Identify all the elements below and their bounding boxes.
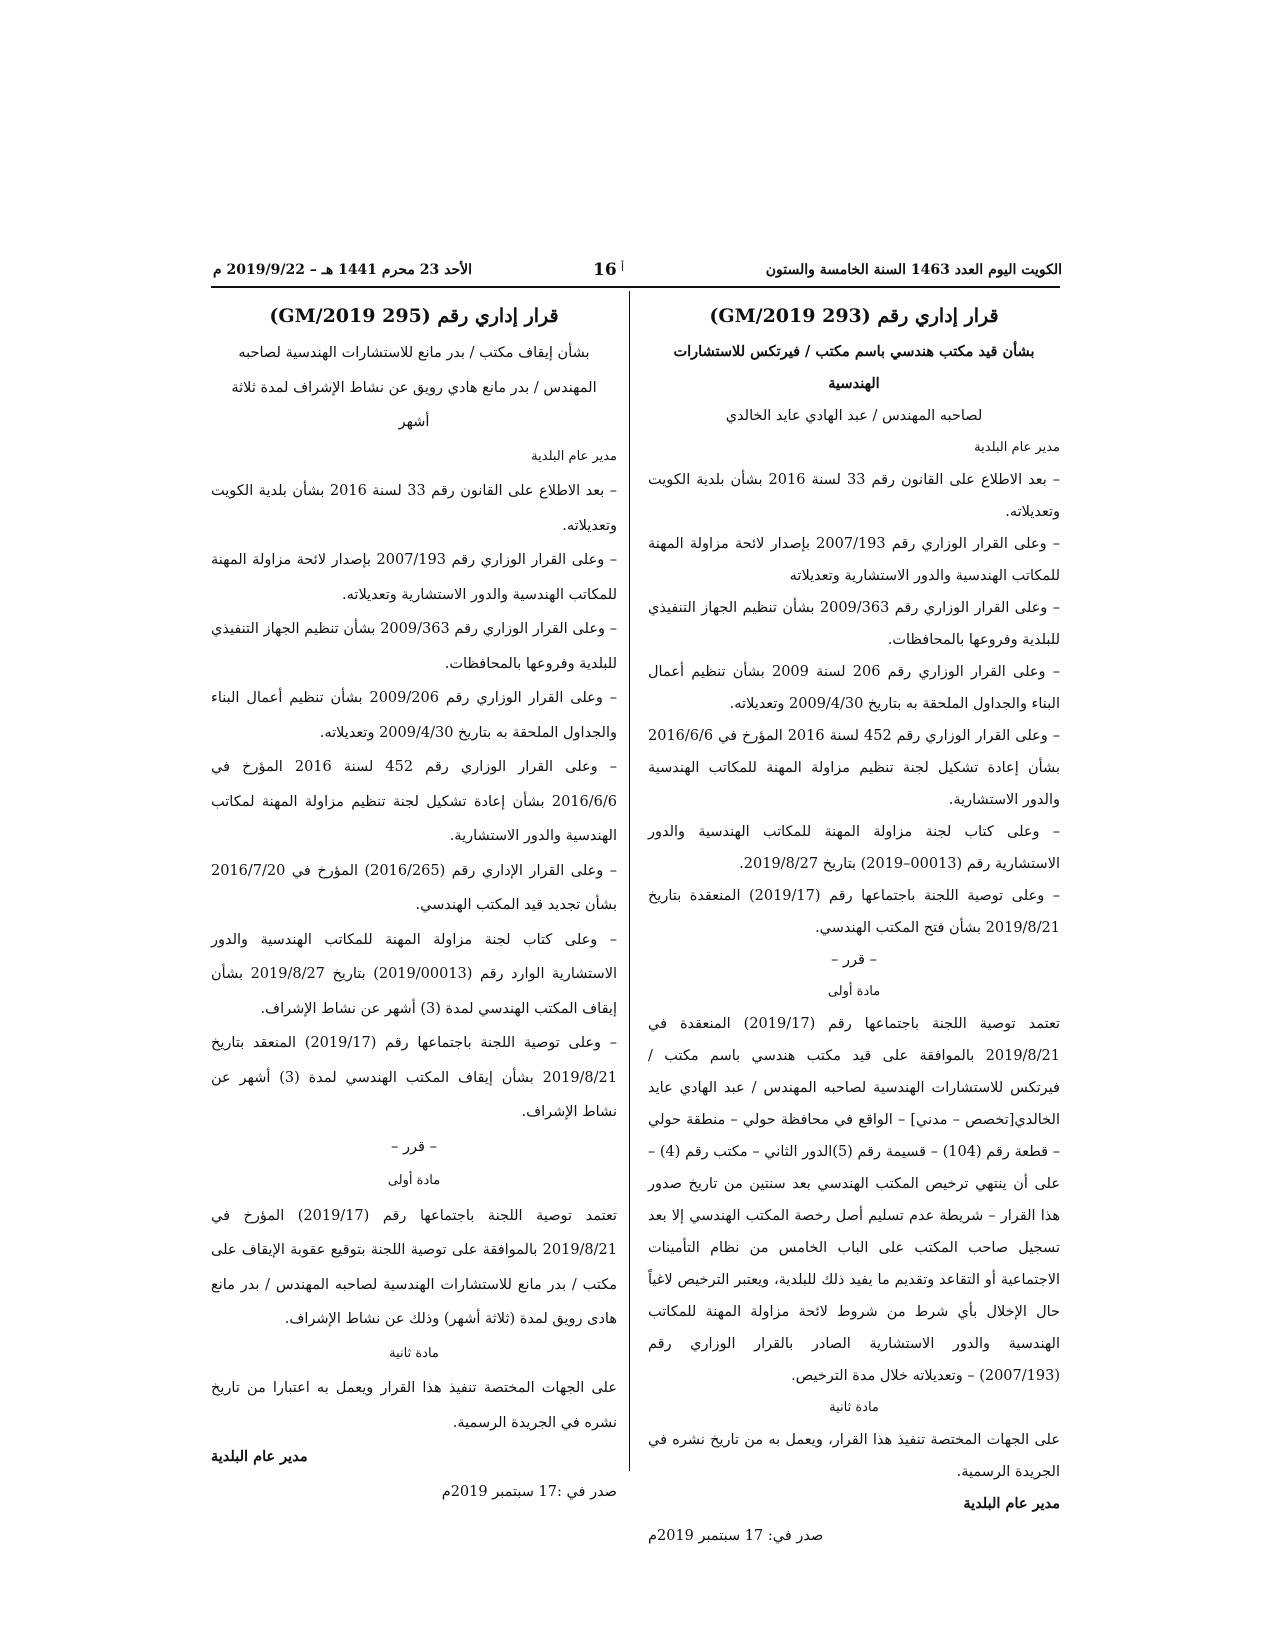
decision-295-recital-7: – وعلى كتاب لجنة مزاولة المهنة للمكاتب الهندسية والدور الاستشارية الوارد رقم (2019/00013) بتاريخ 2019/8/27 بشأن إيقاف المكتب الهندسي لمدة (3) أشهر عن نشاط الإشراف. <box>211 931 617 1017</box>
decision-293-issued-date: صدر في: 17 سبتمبر 2019م <box>648 1528 824 1544</box>
decision-295-recital-3: – وعلى القرار الوزاري رقم 2009/363 بشأن تنظيم الجهاز التنفيذي للبلدية وفروعها بالمحافظات. <box>211 621 617 672</box>
decision-295-issued-date: صدر في :17 سبتمبر 2019م <box>441 1483 617 1500</box>
page-number: 16 <box>593 260 617 280</box>
decision-295-subject-line-2: المهندس / بدر مانع هادي رويق عن نشاط الإشراف لمدة ثلاثة <box>231 379 597 396</box>
decision-293-signature: مدير عام البلدية <box>963 1495 1060 1512</box>
decision-295-column <box>211 298 617 1509</box>
decision-293-decided: – قرر – <box>831 952 877 968</box>
decision-293-subject-line-2: الهندسية <box>828 375 880 392</box>
decision-293-title: قرار إداري رقم (293 GM/2019) <box>709 305 999 327</box>
decision-293-article-1: تعتمد توصية اللجنة باجتماعها رقم (2019/17) المنعقدة في 2019/8/21 بالموافقة على قيد مكتب هندسي باسم مكتب / فيرتكس للاستشارات الهندسية لصاحبه المهندس / عبد الهادي عايد الخالدي[تخصص – مدني] – الواقع في محافظة حولي – منطقة حولي – قطعة رقم (104) – قسيمة رقم (5)الدور الثاني – مكتب رقم (4) – على أن ينتهي ترخيص المكتب الهندسي بعد سنتين من تاريخ صدور هذا القرار – شريطة عدم تسليم أصل رخصة المكتب الهندسي إلا بعد تسجيل صاحب المكتب على الباب الخامس من نظام التأمينات الاجتماعية أو التقاعد وتقديم ما يفيد ذلك للبلدية، ويعتبر الترخيص لاغياً حال الإخلال بأي شرط من شروط لائحة مزاولة المهنة للمكاتب الهندسية والدور الاستشارية الصادر بالقرار الوزاري رقم (2007/193) – وتعديلاته خلال مدة الترخيص. <box>648 1016 1061 1384</box>
decision-295-recital-8: – وعلى توصية اللجنة باجتماعها رقم (2019/17) المنعقد بتاريخ 2019/8/21 بشأن إيقاف المكتب الهندسي لمدة (3) أشهر عن نشاط الإشراف. <box>211 1035 618 1120</box>
decision-295-issuer: مدير عام البلدية <box>531 448 617 464</box>
decision-295-article-1: تعتمد توصية اللجنة باجتماعها رقم (2019/17) المؤرخ في 2019/8/21 بالموافقة على توصية اللجنة بتوقيع عقوبة الإيقاف على مكتب / بدر مانع للاستشارات الهندسية لصاحبه المهندس / بدر مانع هادى رويق لمدة (ثلاثة أشهر) وذلك عن نشاط الإشراف. <box>211 1207 617 1327</box>
decision-293-recital-2: – وعلى القرار الوزاري رقم 2007/193 بإصدار لائحة مزاولة المهنة للمكاتب الهندسية والدور الاستشارية وتعديلاته <box>648 536 1060 584</box>
decision-295-article-2-heading: مادة ثانية <box>389 1345 439 1361</box>
decision-295-recital-2: – وعلى القرار الوزاري رقم 2007/193 بإصدار لائحة مزاولة المهنة للمكاتب الهندسية والدور الاستشارية وتعديلاته. <box>211 552 617 603</box>
decision-293-article-1-heading: مادة أولى <box>827 984 881 999</box>
decision-295-subject-line-1: بشأن إيقاف مكتب / بدر مانع للاستشارات الهندسية لصاحبه <box>238 345 590 361</box>
decision-295-decided: – قرر – <box>391 1138 437 1155</box>
column-divider <box>629 291 630 1471</box>
decision-293-article-2: على الجهات المختصة تنفيذ هذا القرار، ويعمل به من تاريخ نشره في الجريدة الرسمية. <box>648 1432 1060 1480</box>
decision-295-title: قرار إداري رقم (295 GM/2019) <box>269 305 559 327</box>
decision-295-recital-6: – وعلى القرار الإداري رقم (2016/265) المؤرخ في 2016/7/20 بشأن تجديد قيد المكتب الهندسي. <box>211 862 617 913</box>
decision-293-article-2-heading: مادة ثانية <box>829 1400 879 1415</box>
decision-295-subject-line-3: أشهر <box>398 414 430 430</box>
decision-293-subject-line-1: بشأن قيد مكتب هندسي باسم مكتب / فيرتكس للاستشارات <box>673 343 1035 360</box>
decision-293-recital-6: – وعلى كتاب لجنة مزاولة المهنة للمكاتب الهندسية والدور الاستشارية رقم (00013–2019) بتاريخ 2019/8/27. <box>648 824 1060 872</box>
decision-295-article-2: على الجهات المختصة تنفيذ هذا القرار ويعمل به اعتبارا من تاريخ نشره في الجريدة الرسمية. <box>211 1380 617 1431</box>
decision-293-recital-7: – وعلى توصية اللجنة باجتماعها رقم (2019/17) المنعقدة بتاريخ 2019/8/21 بشأن فتح المكتب الهندسي. <box>648 888 1060 936</box>
header-date: الأحد 23 محرم 1441 هـ – 2019/9/22 م <box>213 262 472 278</box>
decision-295-recital-1: – بعد الاطلاع على القانون رقم 33 لسنة 2016 بشأن بلدية الكويت وتعديلاته. <box>211 483 618 534</box>
decision-293-issuer: مدير عام البلدية <box>974 440 1060 455</box>
decision-293-recital-5: – وعلى القرار الوزاري رقم 452 لسنة 2016 المؤرخ في 2016/6/6 بشأن إعادة تشكيل لجنة تنظيم مزاولة المهنة للمكاتب الهندسية والدور الاستشارية. <box>648 728 1060 808</box>
decision-295-recital-5: – وعلى القرار الوزاري رقم 452 لسنة 2016 المؤرخ في 2016/6/6 بشأن إعادة تشكيل لجنة تنظيم مزاولة المهنة لمكاتب الهندسية والدور الاستشارية. <box>211 759 617 844</box>
decision-293-column <box>648 298 1060 1552</box>
decision-293-subject-line-3: لصاحبه المهندس / عبد الهادي عايد الخالدي <box>725 408 983 424</box>
page-mark: أ <box>621 261 625 274</box>
page-header <box>213 258 1062 282</box>
decision-293-recital-3: – وعلى القرار الوزاري رقم 2009/363 بشأن تنظيم الجهاز التنفيذي للبلدية وفروعها بالمحافظات. <box>648 600 1060 648</box>
decision-295-signature: مدير عام البلدية <box>211 1448 308 1465</box>
header-rule <box>211 286 1060 288</box>
decision-293-recital-1: – بعد الاطلاع على القانون رقم 33 لسنة 2016 بشأن بلدية الكويت وتعديلاته. <box>648 472 1061 520</box>
decision-295-article-1-heading: مادة أولى <box>387 1173 441 1188</box>
decision-295-recital-4: – وعلى القرار الوزاري رقم 2009/206 بشأن تنظيم أعمال البناء والجداول الملحقة به بتاريخ 2009/4/30 وتعديلاته. <box>211 690 617 741</box>
decision-293-recital-4: – وعلى القرار الوزاري رقم 206 لسنة 2009 بشأن تنظيم أعمال البناء والجداول الملحقة به بتاريخ 2009/4/30 وتعديلاته. <box>648 664 1060 712</box>
header-journal: الكويت اليوم العدد 1463 السنة الخامسة والستون <box>765 262 1062 278</box>
